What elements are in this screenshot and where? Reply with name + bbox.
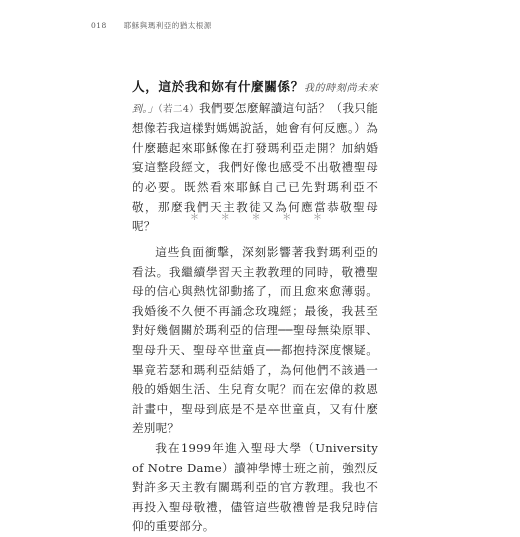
asterisk-icon: ＊ bbox=[190, 213, 200, 223]
section-divider bbox=[190, 210, 322, 223]
lead-quote: 人，這於我和妳有什麼關係？ bbox=[132, 79, 304, 94]
page-number: 018 bbox=[91, 21, 107, 30]
asterisk-icon: ＊ bbox=[282, 213, 292, 223]
section-two-text bbox=[132, 243, 378, 537]
running-head bbox=[91, 20, 212, 31]
italic-quote: 我的時刻尚未來到。」 bbox=[132, 83, 378, 115]
scripture-reference: （若二4） bbox=[158, 103, 200, 115]
paragraph: 我在1999年進入聖母大學（University of Notre Dame）讀神學博士班之前，強烈反對許多天主教有關瑪利亞的官方教理。我也不再投入聖母敬禮，儘管這些敬禮曾是我兒時信仰的重要部分。 bbox=[132, 440, 378, 534]
running-head-title: 耶穌與瑪利亞的猶太根源 bbox=[123, 21, 212, 30]
asterisk-icon: ＊ bbox=[312, 213, 322, 223]
asterisk-icon: ＊ bbox=[220, 213, 230, 223]
section-one-body: 我們要怎麼解讀這句話？（我只能想像若我這樣對媽媽說話，她會有何反應。）為什麼聽起來耶穌像在打發瑪利亞走開？加納婚宴這整段經文，我們好像也感受不出敬禮聖母的必要。既然看來耶穌自己已先對瑪利亞不敬，那麼我們天主教徒又為何應當恭敬聖母呢？ bbox=[132, 100, 378, 234]
paragraph: 這些負面衝擊，深刻影響著我對瑪利亞的看法。我繼續學習天主教教理的同時，敬禮聖母的信心與熱忱卻動搖了，而且愈來愈薄弱。我婚後不久便不再誦念玫瑰經；最後，我甚至對好幾個關於瑪利亞的信理──聖母無染原罪、聖母升天、聖母卒世童貞──都抱持深度懷疑。畢竟若瑟和瑪利亞結婚了，為何他們不該過一般的婚姻生活、生兒育女呢？而在宏偉的救恩計畫中，聖母到底是不是卒世童貞，又有什麼差別呢？ bbox=[132, 245, 378, 436]
asterisk-icon: ＊ bbox=[251, 213, 261, 223]
